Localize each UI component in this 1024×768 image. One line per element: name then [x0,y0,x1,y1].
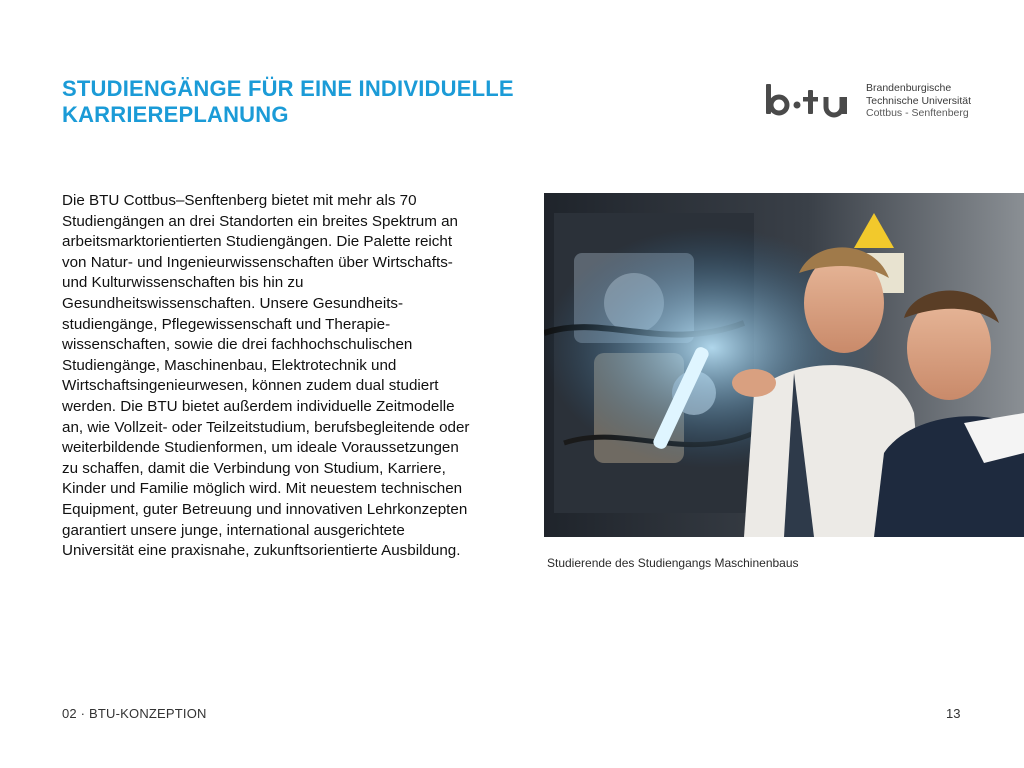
slide-title-line-2: KARRIEREPLANUNG [62,102,289,127]
body-line: Studiengänge, Maschinenbau, Elektrotechnik und [62,356,397,374]
body-line: arbeitsmarktorientierten Studiengängen. Die Palette reicht [62,233,453,251]
btu-logo-mark [764,80,864,120]
body-line: weiterbildende Studienformen, um ideale Voraussetzungen [62,439,459,457]
photo-caption: Studierende des Studiengangs Maschinenbaus [547,556,799,570]
body-line: Wirtschaftsingenieurwesen, können zudem dual studiert [62,377,439,395]
university-name [866,82,971,120]
students-machine-photo [544,193,1024,537]
photo-illustration [544,193,1024,537]
body-line: studiengänge, Pflegewissenschaft und Therapie- [62,315,391,333]
body-line: und Kulturwissenschaften bis hin zu [62,274,304,292]
body-line: Universität eine praxisnahe, zukunftsorientierte Ausbildung. [62,542,461,560]
slide-title [62,76,682,128]
slide-title-line-1: STUDIENGÄNGE FÜR EINE INDIVIDUELLE [62,76,514,101]
university-name-line-1: Brandenburgische [866,82,952,94]
body-line: von Natur- und Ingenieurwissenschaften über Wirtschafts- [62,253,453,271]
body-line: Studiengängen an drei Standorten ein breites Spektrum an [62,212,458,230]
body-line: Die BTU Cottbus–Senftenberg bietet mit mehr als 70 [62,192,417,209]
body-line: Kinder und Familie möglich wird. Mit neuestem technischen [62,480,463,498]
university-name-line-3: Cottbus - Senftenberg [866,107,969,119]
page-number: 13 [946,706,961,721]
body-line: werden. Die BTU bietet außerdem individuelle Zeitmodelle [62,397,455,415]
body-paragraph [62,191,524,562]
university-name-line-2: Technische Universität [866,94,972,107]
body-line: an, wie Vollzeit- oder Teilzeitstudium, berufsbegleitende oder [62,418,470,436]
footer-section-label: 02 · BTU-KONZEPTION [62,706,207,721]
body-line: wissenschaften, sowie die drei fachhochschulischen [62,336,413,354]
body-line: Equipment, guter Betreuung und innovativen Lehrkonzepten [62,500,468,518]
body-line: zu schaffen, damit die Verbindung von Studium, Karriere, [62,459,446,477]
body-line: garantiert unsere junge, international ausgerichtete [62,521,405,539]
body-line: Gesundheitswissenschaften. Unsere Gesundheits- [62,294,404,312]
